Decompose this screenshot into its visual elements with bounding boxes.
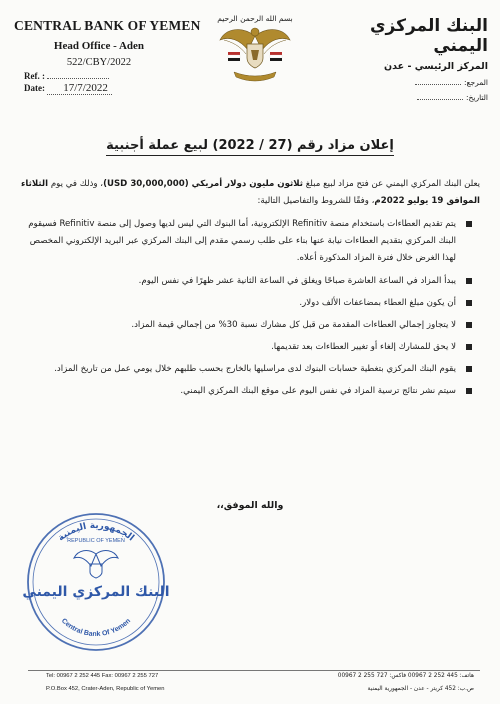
footer-ar-address: ص.ب: 452 كريتر - عدن - الجمهورية اليمنية <box>367 686 474 692</box>
stamp-en-bottom: Central Bank Of Yemen <box>59 617 133 639</box>
list-item: سيتم نشر نتائج ترسية المزاد في نفس اليوم على موقع البنك المركزي اليمني. <box>18 383 480 400</box>
english-office-name: Head Office - Aden <box>53 40 145 52</box>
stamp-ar-top: الجمهورية اليمنية <box>56 520 136 544</box>
english-letterhead <box>14 18 201 68</box>
ref-dots <box>47 70 109 79</box>
date-label: Date: <box>24 83 45 93</box>
bullet-square-icon <box>466 344 472 350</box>
arabic-ref-field <box>328 77 488 87</box>
document-title <box>0 138 500 153</box>
reference-number: 522/CBY/2022 <box>66 57 132 68</box>
list-item: يتم تقديم العطاءات باستخدام منصة Refinitiv الإلكترونية، أما البنوك التي ليس لديها وصول إلى منصة Refinitiv فسيقوم البنك المركزي بتقديم العطاءات نيابة عنها بناء على طلب رسمي مقدم إلى البنك المركزي عبر البريد الإلكتروني المخصص لهذا الغرض خلال فترة المزاد المذكورة أعلاه. <box>18 216 480 267</box>
official-stamp-icon <box>20 506 172 658</box>
list-item: لا يحق للمشارك إلغاء أو تغيير العطاءات بعد تقديمها. <box>18 339 480 356</box>
stamp-en-top: REPUBLIC OF YEMEN <box>67 538 125 544</box>
arabic-office-name: المركز الرئيسي - عدن <box>384 61 488 72</box>
arabic-ref-label: المرجع: <box>464 78 488 87</box>
bullet-square-icon <box>466 278 472 284</box>
footer-en-phones: Tel: 00967 2 252 445 Fax: 00967 2 255 727 <box>46 673 159 679</box>
footer-divider <box>28 670 480 671</box>
announcement-body <box>18 176 480 405</box>
list-item: أن يكون مبلغ العطاء بمضاعفات الألف دولار. <box>18 295 480 312</box>
date-value: 17/7/2022 <box>47 82 112 95</box>
intro-paragraph <box>18 176 480 210</box>
footer-en-address: P.O.Box 452, Crater-Aden, Republic of Yemen <box>46 686 165 692</box>
closing-text: والله الموفق،، <box>216 500 284 511</box>
footer-ar-phones: هاتف: 445 252 2 00967 فاكس: 727 255 2 00967 <box>337 673 474 679</box>
list-item: لا يتجاوز إجمالي العطاءات المقدمة من قبل كل مشارك نسبة 30% من إجمالي قيمة المزاد. <box>18 317 480 334</box>
intro-day: الثلاثاء الموافق 19 يوليو 2022م <box>21 179 480 206</box>
list-item: يبدأ المزاد في الساعة العاشرة صباحًا ويغلق في الساعة الثانية عشر ظهرًا في نفس اليوم. <box>18 273 480 290</box>
ref-field <box>24 70 109 81</box>
date-field <box>24 82 112 94</box>
intro-part3: ، وفقًا للشروط والتفاصيل التالية: <box>257 196 375 206</box>
basmala-text: بسم الله الرحمن الرحيم <box>217 14 293 23</box>
yemen-eagle-emblem-icon <box>212 10 298 88</box>
intro-part2: ، وذلك في يوم <box>48 179 104 189</box>
stamp-ar-center: البنك المركزي اليمني <box>22 584 170 600</box>
bullet-square-icon <box>466 366 472 372</box>
conditions-list <box>18 216 480 400</box>
title-text: إعلان مزاد رقم (27 / 2022) لبيع عملة أجنبية <box>106 138 394 156</box>
arabic-date-label: التاريخ: <box>466 93 488 102</box>
list-item: يقوم البنك المركزي بتغطية حسابات البنوك لدى مراسليها بالخارج بحسب طلبهم خلال يومي عمل من تاريخ المزاد. <box>18 361 480 378</box>
ref-label: Ref. : <box>24 71 45 81</box>
intro-amount: ثلاثون مليون دولار أمريكي (30,000,000 USD) <box>103 179 303 189</box>
bullet-square-icon <box>466 221 472 227</box>
intro-part1: يعلن البنك المركزي اليمني عن فتح مزاد لبيع مبلغ <box>302 179 480 189</box>
arabic-date-field <box>328 92 488 102</box>
bullet-square-icon <box>466 388 472 394</box>
english-bank-name: CENTRAL BANK OF YEMEN <box>14 18 201 33</box>
bullet-square-icon <box>466 322 472 328</box>
arabic-bank-name: البنك المركزي اليمني <box>369 16 488 56</box>
arabic-letterhead <box>328 16 488 102</box>
bullet-square-icon <box>466 300 472 306</box>
